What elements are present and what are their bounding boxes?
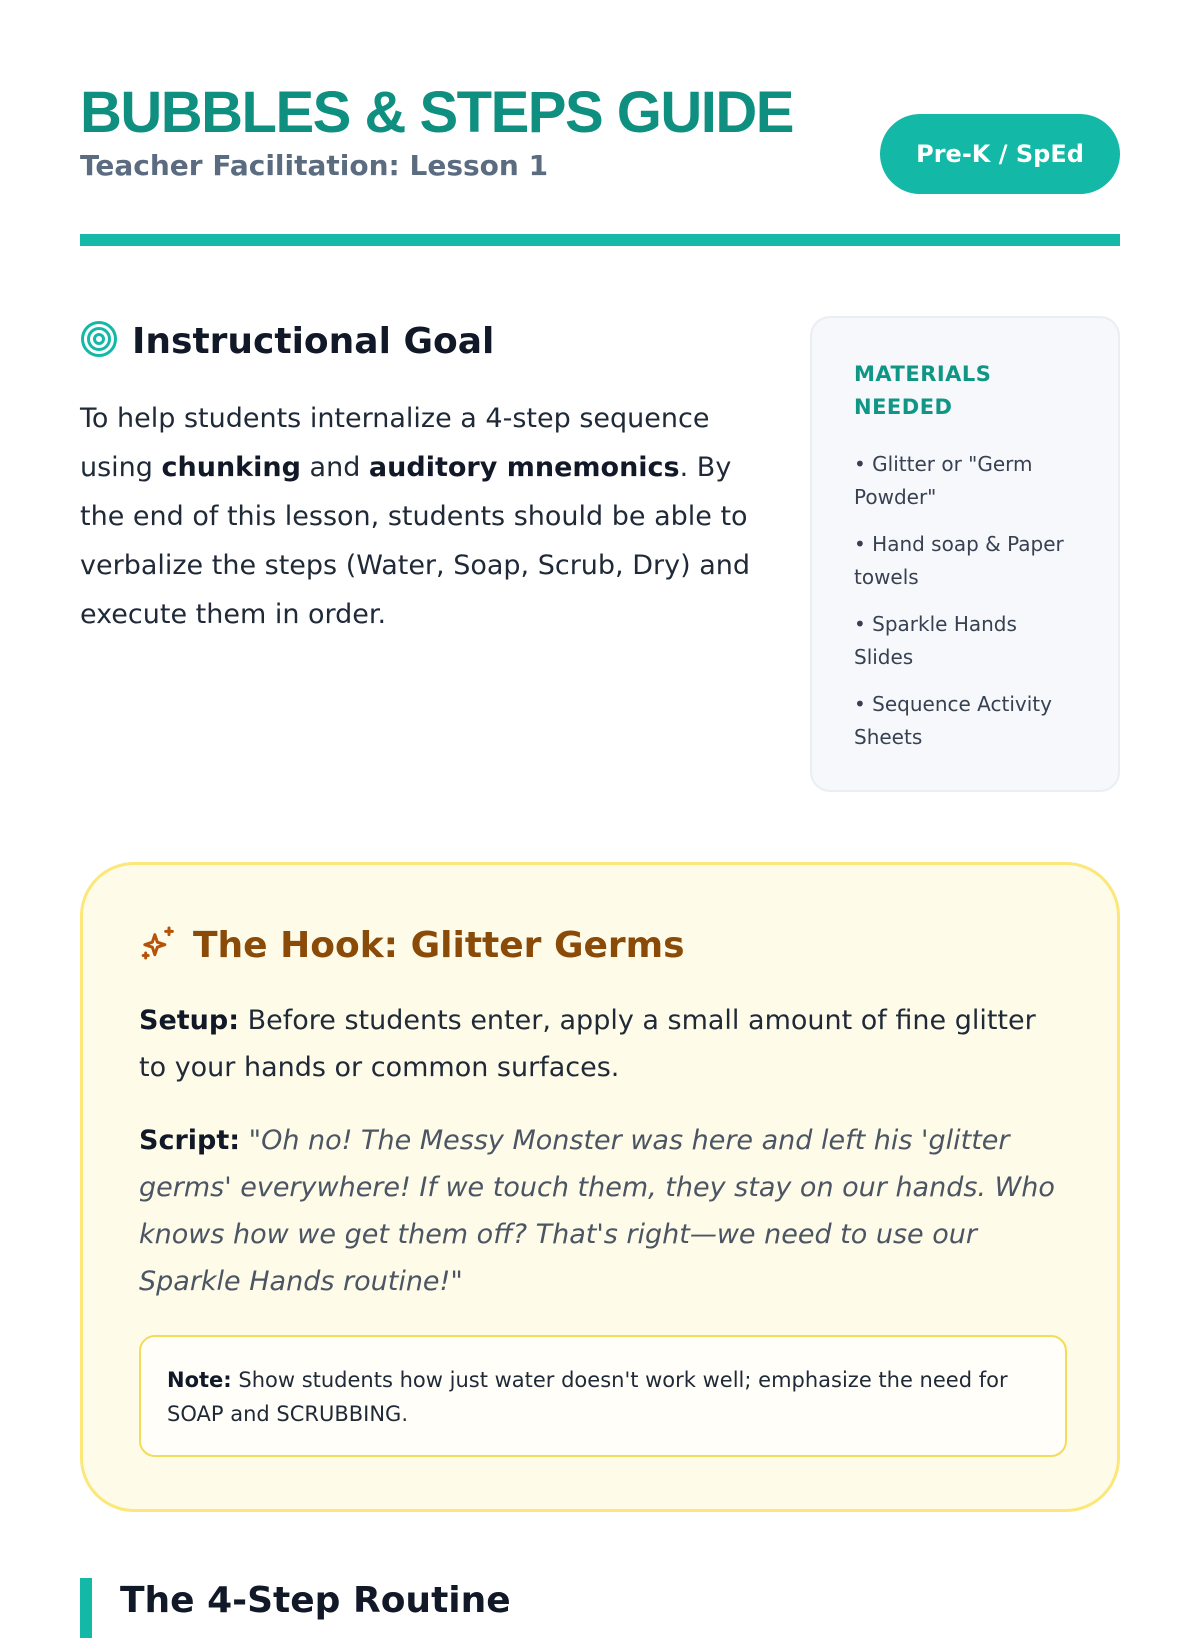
script-quote: "Oh no! The Messy Monster was here and left his 'glitter germs' everywhere! If we touch them, they stay on our hands. Who knows how we get them off? That's right—we need to use our Sparkle Hands routine!": [139, 1125, 1055, 1297]
list-item: • Hand soap & Paper towels: [854, 532, 1064, 589]
header-divider: [80, 234, 1120, 246]
mnemonics-term: auditory mnemonics: [368, 452, 680, 483]
materials-card: [810, 316, 1120, 792]
goal-header: [80, 318, 760, 364]
note-label: Note:: [167, 1368, 232, 1392]
goal-description: To help students internalize a 4-step sequence using chunking and auditory mnemonics. By the end of this lesson, students should be able to verbalize the steps (Water, Soap, Scrub, Dry) and execute them in order.: [80, 403, 750, 630]
hook-card: [80, 862, 1120, 1512]
routine-section: [80, 1578, 1120, 1638]
hook-note: Note: Show students how just water doesn't work well; emphasize the need for SOAP and SCRUBBING.: [139, 1335, 1067, 1457]
hook-setup: Setup: Before students enter, apply a small amount of fine glitter to your hands or common surfaces.: [139, 1005, 1036, 1083]
page-header: [80, 78, 1120, 198]
script-label: Script:: [139, 1125, 241, 1156]
list-item: • Sparkle Hands Slides: [854, 612, 1017, 669]
page-title: BUBBLES & STEPS GUIDE: [80, 80, 793, 145]
hook-heading: The Hook: Glitter Germs: [193, 924, 685, 966]
goal-heading: Instructional Goal: [132, 320, 495, 362]
grade-level-badge: Pre-K / SpEd: [880, 114, 1120, 194]
setup-label: Setup:: [139, 1005, 240, 1036]
hook-script: [139, 1117, 1061, 1305]
routine-accent-bar: [80, 1578, 92, 1638]
list-item: • Glitter or "Germ Powder": [854, 452, 1033, 509]
page-subtitle: Teacher Facilitation: Lesson 1: [80, 149, 549, 182]
list-item: • Sequence Activity Sheets: [854, 692, 1052, 749]
materials-heading: MATERIALS NEEDED: [854, 362, 992, 419]
target-icon: [80, 320, 118, 362]
routine-heading: The 4-Step Routine: [120, 1580, 511, 1621]
instructional-goal-section: [80, 318, 760, 639]
chunking-term: chunking: [161, 452, 301, 483]
sparkles-icon: [139, 923, 179, 967]
materials-list: [854, 448, 1082, 754]
hook-header: [139, 919, 1061, 971]
